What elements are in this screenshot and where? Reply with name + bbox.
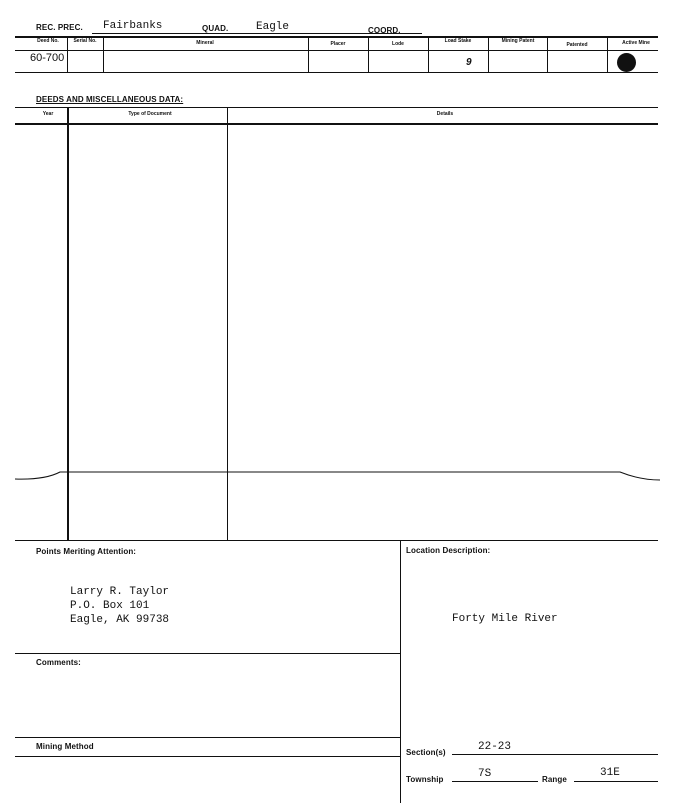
- col-active-mine: Active Mine: [622, 40, 650, 46]
- col-divider: [607, 37, 608, 72]
- range-underline: [574, 781, 658, 782]
- col-divider: [488, 37, 489, 72]
- col-divider: [67, 37, 68, 72]
- top-table-header-divider: [15, 50, 658, 51]
- header-underline: [92, 33, 422, 34]
- col-year: Year: [42, 111, 54, 117]
- col-details: Details: [436, 111, 454, 117]
- township-underline: [452, 781, 538, 782]
- col-serial-no: Serial No.: [73, 38, 97, 44]
- location-label: Location Description:: [406, 546, 491, 555]
- col-load-stake: Load Stake: [444, 38, 472, 44]
- mining-method-top-border: [15, 737, 400, 738]
- quad-label: QUAD.: [202, 24, 229, 33]
- col-divider: [547, 37, 548, 72]
- page-fold-curve: [0, 462, 678, 492]
- col-type-of-document: Type of Document: [128, 111, 172, 117]
- mining-method-label: Mining Method: [36, 742, 94, 751]
- section-label: Section(s): [406, 748, 446, 757]
- township-value: 7S: [478, 768, 492, 780]
- col-divider: [308, 37, 309, 72]
- section-underline: [452, 754, 658, 755]
- range-label: Range: [542, 775, 567, 784]
- range-value: 31E: [600, 767, 620, 779]
- col-divider: [368, 37, 369, 72]
- comments-top-border: [15, 653, 400, 654]
- points-line-1: Larry R. Taylor: [70, 586, 170, 598]
- location-value: Forty Mile River: [452, 613, 558, 625]
- col-divider: [428, 37, 429, 72]
- deeds-bottom-border: [15, 540, 658, 541]
- points-line-2: P.O. Box 101: [70, 600, 150, 612]
- col-deed-no: Deed No.: [37, 38, 59, 44]
- col-patented: Patented: [566, 42, 588, 48]
- rec-prec-label: REC. PREC.: [36, 23, 83, 32]
- col-placer: Placer: [330, 41, 346, 47]
- top-table-bottom-border: [15, 72, 658, 73]
- deeds-section-title: DEEDS AND MISCELLANEOUS DATA:: [36, 95, 184, 104]
- quad-value: Eagle: [256, 21, 290, 33]
- col-mining-patent: Mining Patent: [501, 38, 535, 44]
- coord-label: COORD.: [368, 26, 401, 35]
- top-table-top-border: [15, 36, 658, 38]
- comments-label: Comments:: [36, 658, 81, 667]
- bottom-center-divider: [400, 541, 401, 803]
- deeds-header-divider: [15, 123, 658, 125]
- points-label: Points Meriting Attention:: [36, 547, 137, 556]
- rec-prec-value: Fairbanks: [103, 20, 163, 32]
- deeds-top-border: [15, 107, 658, 108]
- section-value: 22-23: [478, 741, 512, 753]
- township-label: Township: [406, 775, 444, 784]
- load-stake-mark: 9: [466, 57, 472, 68]
- active-mine-dot-icon: [617, 53, 636, 72]
- mining-method-underline: [15, 756, 400, 757]
- deed-no-value: 60-700: [30, 52, 65, 64]
- col-divider: [103, 37, 104, 72]
- col-mineral: Mineral: [196, 40, 214, 46]
- col-lode: Lode: [392, 41, 404, 47]
- points-line-3: Eagle, AK 99738: [70, 614, 170, 626]
